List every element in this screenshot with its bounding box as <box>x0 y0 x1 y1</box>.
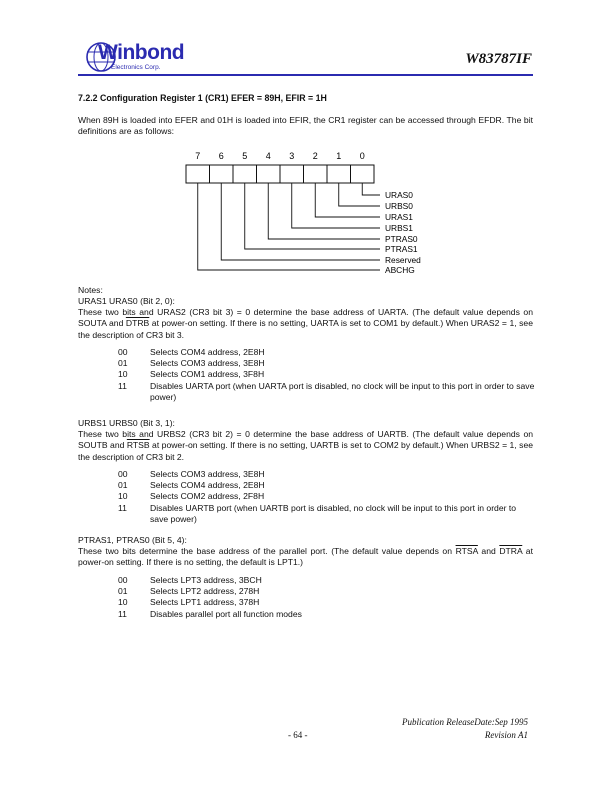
bit-number: 3 <box>289 151 295 161</box>
bit-cell <box>351 165 375 183</box>
option-description: Disables UARTA port (when UARTA port is disabled, no clock will be input to this port in order to save power) <box>150 380 535 402</box>
option-code: 10 <box>118 597 128 608</box>
bit-number: 5 <box>242 151 248 161</box>
option-code: 11 <box>118 380 127 391</box>
signal-rtsa: RTSA <box>455 546 478 556</box>
option-code: 01 <box>118 586 128 597</box>
text: These two bits and URBS2 (CR3 bit 2) = 0 determine the base address of UARTB. (The default value depends on SOUTB and <box>78 429 533 451</box>
bit-label: Reserved <box>385 255 421 265</box>
signal-rtsb: RTSB <box>126 440 150 451</box>
text: at power-on setting. If there is no setting, the default is LPT1.) <box>78 546 533 568</box>
revision: Revision A1 <box>484 730 528 740</box>
bit-number: 4 <box>265 151 271 161</box>
note-title-uras: URAS1 URAS0 (Bit 2, 0): <box>78 296 175 306</box>
bit-cell <box>304 165 328 183</box>
bit-number: 1 <box>336 151 342 161</box>
option-code: 00 <box>118 347 128 357</box>
document-id: W83787IF <box>465 51 532 67</box>
bit-label: URAS0 <box>385 190 413 200</box>
bit-label: URAS1 <box>385 212 413 222</box>
bit-cell <box>186 165 210 183</box>
intro-paragraph: When 89H is loaded into EFER and 01H is loaded into EFIR, the CR1 register can be accessed through EFDR. The bit definitions are as follows: <box>78 115 533 137</box>
option-code: 10 <box>118 491 128 502</box>
option-code: 11 <box>118 608 127 619</box>
bit-number: 7 <box>195 151 201 161</box>
note-paragraph-uras <box>78 307 533 341</box>
note-paragraph-urbs <box>78 429 533 463</box>
bit-leader-line <box>362 183 380 195</box>
option-code: 10 <box>118 369 128 380</box>
option-code: 01 <box>118 358 128 369</box>
bit-leader-line <box>339 183 380 206</box>
option-code: 11 <box>118 502 127 513</box>
bit-number: 0 <box>359 151 365 161</box>
page-number: - 64 - <box>288 730 308 740</box>
notes-title: Notes: <box>78 285 103 295</box>
text: at power-on setting. If there is no setting, UARTA is set to COM1 by default.) When URAS2 = 1, see the description of CR3 bit 3. <box>78 318 533 340</box>
bit-label: PTRAS0 <box>385 234 418 244</box>
option-description: Disables UARTB port (when UARTB port is disabled, no clock will be input to this port in order to save power) <box>150 502 517 524</box>
bit-number: 6 <box>218 151 224 161</box>
note-title-urbs: URBS1 URBS0 (Bit 3, 1): <box>78 418 175 428</box>
note-paragraph-ptras <box>78 546 533 569</box>
bit-leader-line <box>315 183 380 217</box>
bit-leader-line <box>198 183 380 270</box>
option-description: Selects COM4 address, 2E8H <box>150 347 265 357</box>
bit-label: ABCHG <box>385 265 415 275</box>
option-description: Selects LPT2 address, 278H <box>150 586 260 597</box>
logo-text: Winbond <box>98 41 185 64</box>
option-description: Selects COM4 address, 2E8H <box>150 480 265 491</box>
text: These two bits and URAS2 (CR3 bit 3) = 0 determine the base address of UARTA. (The default value depends on SOUTA and <box>78 307 533 329</box>
bit-number: 2 <box>312 151 318 161</box>
bit-label: URBS0 <box>385 201 413 211</box>
option-code: 00 <box>118 575 128 585</box>
publication-date: Publication ReleaseDate:Sep 1995 <box>402 717 528 727</box>
note-title-ptras: PTRAS1, PTRAS0 (Bit 5, 4): <box>78 535 187 545</box>
option-code: 00 <box>118 469 128 479</box>
signal-dtra: DTRA <box>499 546 523 556</box>
option-description: Selects COM1 address, 3F8H <box>150 369 265 380</box>
bit-cell <box>233 165 257 183</box>
option-code: 01 <box>118 480 128 491</box>
option-description: Disables parallel port all function modes <box>150 608 302 619</box>
bit-label: PTRAS1 <box>385 244 418 254</box>
bit-cell <box>280 165 304 183</box>
option-description: Selects COM3 address, 3E8H <box>150 358 265 369</box>
bit-leader-line <box>268 183 380 239</box>
option-description: Selects LPT1 address, 378H <box>150 597 260 608</box>
register-bit-diagram <box>0 0 612 300</box>
bit-cell <box>327 165 351 183</box>
section-heading: 7.2.2 Configuration Register 1 (CR1) EFER = 89H, EFIR = 1H <box>78 93 327 103</box>
text: at power-on setting. If there is no setting, UARTB is set to COM2 by default.) When URBS2 = 1, see the description of CR3 bit 2. <box>78 440 534 462</box>
bit-leader-line <box>292 183 380 228</box>
text: These two bits determine the base address of the parallel port. (The default value depends on <box>78 546 456 556</box>
signal-dtrb: DTRB <box>125 318 150 329</box>
option-description: Selects COM3 address, 3E8H <box>150 469 265 479</box>
option-description: Selects COM2 address, 2F8H <box>150 491 265 502</box>
bit-cell <box>257 165 281 183</box>
option-description: Selects LPT3 address, 3BCH <box>150 575 262 585</box>
text: and <box>477 546 500 556</box>
bit-cell <box>210 165 234 183</box>
logo-subtext: Electronics Corp. <box>111 64 161 71</box>
bit-label: URBS1 <box>385 223 413 233</box>
